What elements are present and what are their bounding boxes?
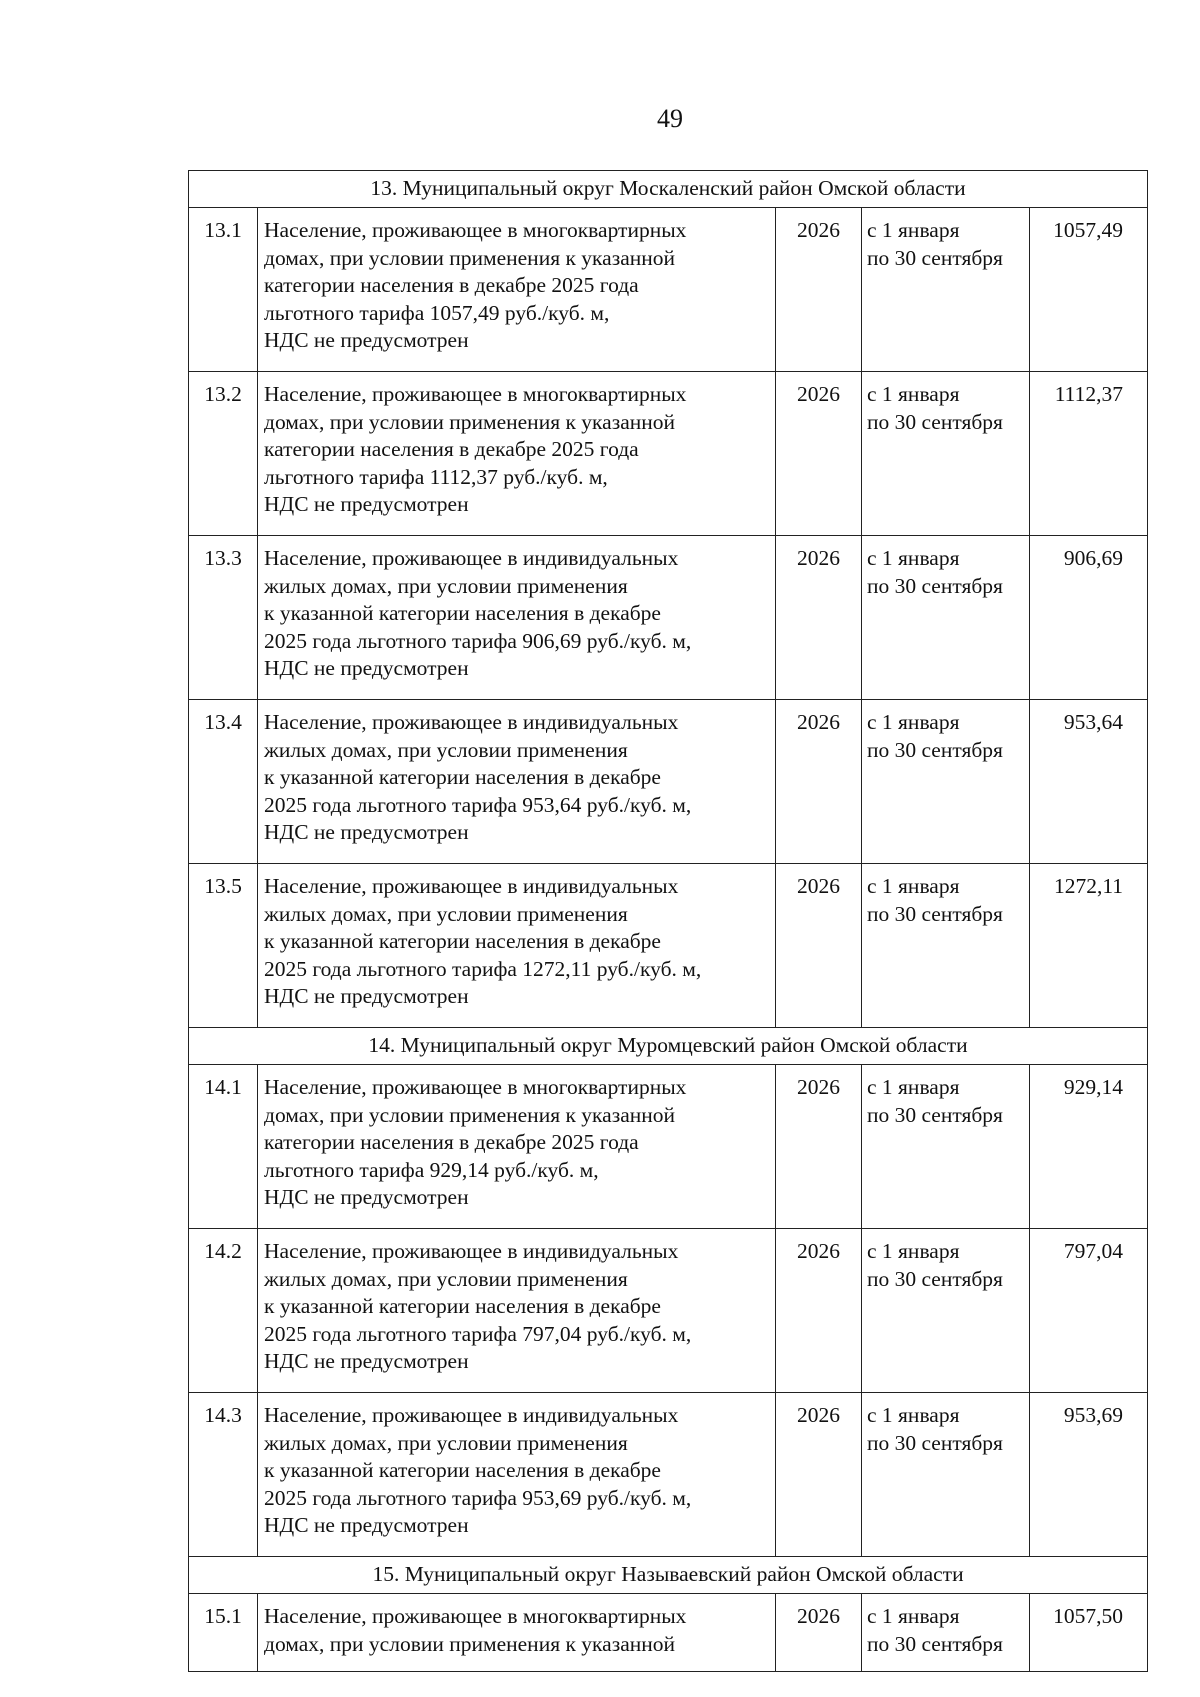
description-line: домах, при условии применения к указанной <box>264 1102 675 1127</box>
row-year: 2026 <box>776 372 862 536</box>
description-line: НДС не предусмотрен <box>264 1349 469 1373</box>
description-line: категории населения в декабре 2025 года <box>264 437 639 461</box>
table-row <box>189 1229 1148 1393</box>
section-header-row <box>189 171 1148 208</box>
period-line: с 1 января <box>867 218 960 242</box>
description-line: Население, проживающее в многоквартирных <box>264 382 687 406</box>
description-line: Население, проживающее в индивидуальных <box>264 1239 679 1263</box>
row-number: 13.5 <box>189 864 258 1028</box>
row-tariff-value: 929,14 <box>1030 1065 1148 1229</box>
description-line: категории населения в декабре 2025 года <box>264 1130 639 1154</box>
section-title: 15. Муниципальный округ Называевский район Омской области <box>189 1557 1148 1594</box>
description-line: льготного тарифа 1112,37 руб./куб. м, <box>264 464 608 489</box>
table-row <box>189 864 1148 1028</box>
period-line: с 1 января <box>867 1239 960 1263</box>
description-line: НДС не предусмотрен <box>264 328 469 352</box>
description-line: жилых домах, при условии применения <box>264 573 628 598</box>
description-line: НДС не предусмотрен <box>264 1513 469 1537</box>
period-line: с 1 января <box>867 546 960 570</box>
row-period <box>862 864 1030 1028</box>
row-number: 14.3 <box>189 1393 258 1557</box>
period-line: с 1 января <box>867 1075 960 1099</box>
row-number: 13.3 <box>189 536 258 700</box>
row-tariff-value: 1272,11 <box>1030 864 1148 1028</box>
description-line: 2025 года льготного тарифа 953,64 руб./куб. м, <box>264 792 692 817</box>
row-description <box>258 372 776 536</box>
row-year: 2026 <box>776 700 862 864</box>
description-line: жилых домах, при условии применения <box>264 1266 628 1291</box>
period-line: с 1 января <box>867 710 960 734</box>
section-header-row <box>189 1028 1148 1065</box>
row-number: 15.1 <box>189 1594 258 1672</box>
description-line: жилых домах, при условии применения <box>264 901 628 926</box>
description-line: льготного тарифа 1057,49 руб./куб. м, <box>264 300 610 325</box>
row-year: 2026 <box>776 1393 862 1557</box>
table-row <box>189 1065 1148 1229</box>
description-line: Население, проживающее в индивидуальных <box>264 874 679 898</box>
table-row <box>189 700 1148 864</box>
description-line: Население, проживающее в индивидуальных <box>264 546 679 570</box>
description-line: Население, проживающее в многоквартирных <box>264 1604 687 1628</box>
row-description <box>258 864 776 1028</box>
description-line: к указанной категории населения в декабре <box>264 929 661 953</box>
description-line: 2025 года льготного тарифа 953,69 руб./куб. м, <box>264 1485 692 1510</box>
description-line: 2025 года льготного тарифа 797,04 руб./куб. м, <box>264 1321 692 1346</box>
description-line: льготного тарифа 929,14 руб./куб. м, <box>264 1157 599 1182</box>
row-period <box>862 208 1030 372</box>
row-period <box>862 372 1030 536</box>
row-year: 2026 <box>776 208 862 372</box>
row-tariff-value: 953,64 <box>1030 700 1148 864</box>
description-line: домах, при условии применения к указанной <box>264 1631 675 1656</box>
row-tariff-value: 1057,49 <box>1030 208 1148 372</box>
row-description <box>258 208 776 372</box>
description-line: Население, проживающее в индивидуальных <box>264 710 679 734</box>
row-number: 14.1 <box>189 1065 258 1229</box>
page-number: 49 <box>657 104 683 133</box>
row-period <box>862 1594 1030 1672</box>
period-line: по 30 сентября <box>867 1631 1003 1656</box>
period-line: по 30 сентября <box>867 1266 1003 1291</box>
description-line: категории населения в декабре 2025 года <box>264 273 639 297</box>
row-period <box>862 1229 1030 1393</box>
description-line: к указанной категории населения в декабре <box>264 601 661 625</box>
row-number: 13.2 <box>189 372 258 536</box>
description-line: 2025 года льготного тарифа 1272,11 руб./куб. м, <box>264 956 702 981</box>
period-line: по 30 сентября <box>867 1102 1003 1127</box>
row-tariff-value: 1112,37 <box>1030 372 1148 536</box>
row-year: 2026 <box>776 1229 862 1393</box>
row-description <box>258 1393 776 1557</box>
section-title: 14. Муниципальный округ Муромцевский район Омской области <box>189 1028 1148 1065</box>
row-year: 2026 <box>776 1065 862 1229</box>
row-tariff-value: 953,69 <box>1030 1393 1148 1557</box>
period-line: с 1 января <box>867 1403 960 1427</box>
row-description <box>258 1594 776 1672</box>
description-line: Население, проживающее в многоквартирных <box>264 218 687 242</box>
section-title: 13. Муниципальный округ Москаленский район Омской области <box>189 171 1148 208</box>
period-line: по 30 сентября <box>867 901 1003 926</box>
row-tariff-value: 797,04 <box>1030 1229 1148 1393</box>
period-line: по 30 сентября <box>867 245 1003 270</box>
description-line: домах, при условии применения к указанной <box>264 245 675 270</box>
description-line: Население, проживающее в многоквартирных <box>264 1075 687 1099</box>
section-header-row <box>189 1557 1148 1594</box>
row-year: 2026 <box>776 536 862 700</box>
row-period <box>862 700 1030 864</box>
description-line: домах, при условии применения к указанной <box>264 409 675 434</box>
description-line: 2025 года льготного тарифа 906,69 руб./куб. м, <box>264 628 692 653</box>
row-description <box>258 1065 776 1229</box>
row-year: 2026 <box>776 864 862 1028</box>
table-row <box>189 208 1148 372</box>
period-line: по 30 сентября <box>867 737 1003 762</box>
description-line: НДС не предусмотрен <box>264 656 469 680</box>
period-line: с 1 января <box>867 874 960 898</box>
description-line: жилых домах, при условии применения <box>264 1430 628 1455</box>
description-line: жилых домах, при условии применения <box>264 737 628 762</box>
row-period <box>862 536 1030 700</box>
period-line: с 1 января <box>867 1604 960 1628</box>
table-row <box>189 1594 1148 1672</box>
period-line: по 30 сентября <box>867 573 1003 598</box>
table-row <box>189 536 1148 700</box>
row-description <box>258 536 776 700</box>
description-line: к указанной категории населения в декабре <box>264 765 661 789</box>
period-line: по 30 сентября <box>867 1430 1003 1455</box>
row-tariff-value: 906,69 <box>1030 536 1148 700</box>
row-description <box>258 1229 776 1393</box>
row-period <box>862 1393 1030 1557</box>
description-line: к указанной категории населения в декабре <box>264 1294 661 1318</box>
period-line: по 30 сентября <box>867 409 1003 434</box>
row-number: 13.4 <box>189 700 258 864</box>
period-line: с 1 января <box>867 382 960 406</box>
description-line: НДС не предусмотрен <box>264 984 469 1008</box>
row-number: 13.1 <box>189 208 258 372</box>
description-line: к указанной категории населения в декабре <box>264 1458 661 1482</box>
row-year: 2026 <box>776 1594 862 1672</box>
description-line: НДС не предусмотрен <box>264 1185 469 1209</box>
row-number: 14.2 <box>189 1229 258 1393</box>
description-line: НДС не предусмотрен <box>264 820 469 844</box>
row-tariff-value: 1057,50 <box>1030 1594 1148 1672</box>
row-description <box>258 700 776 864</box>
row-period <box>862 1065 1030 1229</box>
tariff-table <box>188 170 1148 1672</box>
table-row <box>189 1393 1148 1557</box>
description-line: Население, проживающее в индивидуальных <box>264 1403 679 1427</box>
table-row <box>189 372 1148 536</box>
description-line: НДС не предусмотрен <box>264 492 469 516</box>
